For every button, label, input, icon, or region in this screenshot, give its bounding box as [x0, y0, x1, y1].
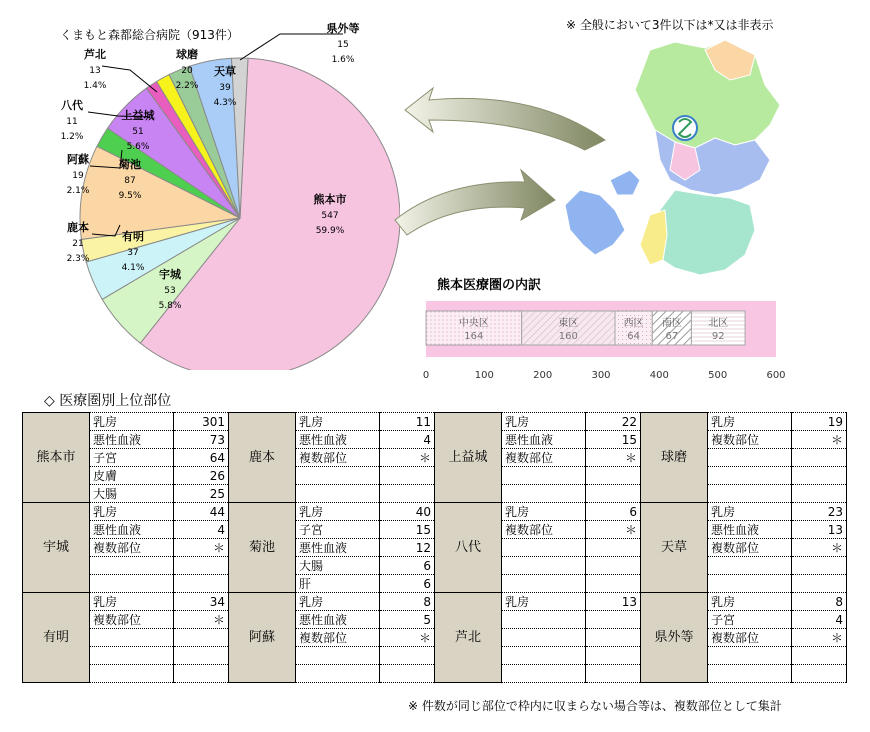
site-count: 13: [792, 521, 847, 539]
site-count: 13: [586, 593, 641, 611]
site-name: 乳房: [708, 413, 792, 431]
slice-name: 宇城: [159, 268, 181, 281]
site-name: 乳房: [296, 503, 380, 521]
site-count: ＊: [792, 539, 847, 557]
site-count: ＊: [586, 449, 641, 467]
site-count: [586, 665, 641, 683]
slice-value: 20: [181, 66, 193, 76]
site-count: [174, 629, 229, 647]
site-name: 乳房: [296, 413, 380, 431]
segment-value: 67: [665, 331, 679, 342]
site-count: [586, 485, 641, 503]
site-name: [90, 665, 174, 683]
site-count: 6: [586, 503, 641, 521]
table-row: [23, 593, 847, 611]
slice-value: 37: [127, 248, 139, 258]
slice-value: 53: [164, 286, 176, 296]
region-name: 八代: [435, 503, 502, 593]
region-name: 天草: [641, 503, 708, 593]
site-count: [792, 575, 847, 593]
x-tick-label: 600: [766, 370, 786, 381]
site-name: 乳房: [708, 503, 792, 521]
site-count: 15: [380, 521, 435, 539]
site-name: 複数部位: [296, 629, 380, 647]
slice-name: 県外等: [326, 22, 360, 35]
site-count: ＊: [792, 629, 847, 647]
site-name: [708, 557, 792, 575]
segment-label: 中央区: [458, 318, 489, 329]
section-title: ◇ 医療圏別上位部位: [44, 393, 172, 409]
site-name: [90, 575, 174, 593]
site-name: [502, 665, 586, 683]
site-name: 乳房: [90, 593, 174, 611]
site-name: 乳房: [502, 593, 586, 611]
site-count: ＊: [380, 629, 435, 647]
site-count: [586, 647, 641, 665]
segment-label: 北区: [708, 318, 729, 329]
site-name: 乳房: [296, 593, 380, 611]
region-name: 阿蘇: [229, 593, 296, 683]
site-name: [708, 449, 792, 467]
site-count: [586, 557, 641, 575]
slice-value: 51: [132, 127, 144, 137]
site-count: [792, 557, 847, 575]
site-name: 複数部位: [90, 539, 174, 557]
site-count: 34: [174, 593, 229, 611]
site-name: 悪性血液: [90, 521, 174, 539]
site-count: [792, 485, 847, 503]
site-count: [586, 467, 641, 485]
site-name: 複数部位: [708, 629, 792, 647]
site-name: [90, 557, 174, 575]
slice-percent: 1.4%: [83, 81, 107, 91]
pie-label-8: [84, 47, 107, 91]
site-name: [502, 467, 586, 485]
site-count: 15: [586, 431, 641, 449]
slice-percent: 1.6%: [331, 55, 355, 65]
site-name: 複数部位: [90, 611, 174, 629]
site-count: 5: [380, 611, 435, 629]
slice-value: 19: [72, 171, 84, 181]
site-count: 8: [380, 593, 435, 611]
slice-percent: 9.5%: [118, 191, 142, 201]
site-count: 73: [174, 431, 229, 449]
x-tick-label: 500: [708, 370, 728, 381]
site-name: [708, 575, 792, 593]
site-name: 子宮: [708, 611, 792, 629]
district-bar-chart: [410, 295, 830, 385]
slice-name: 八代: [61, 99, 83, 112]
site-name: [708, 485, 792, 503]
segment-value: 160: [558, 331, 578, 342]
site-count: [792, 665, 847, 683]
x-tick-label: 100: [474, 370, 494, 381]
site-name: 肝: [296, 575, 380, 593]
site-name: 乳房: [90, 413, 174, 431]
site-name: 乳房: [502, 503, 586, 521]
site-count: 44: [174, 503, 229, 521]
site-count: ＊: [792, 431, 847, 449]
region-top-sites-table: [22, 412, 847, 683]
site-name: [708, 467, 792, 485]
site-count: 19: [792, 413, 847, 431]
region-name: 上益城: [435, 413, 502, 503]
site-name: [502, 485, 586, 503]
segment-label: 東区: [558, 318, 579, 329]
slice-percent: 4.1%: [121, 263, 145, 273]
slice-name: 球磨: [176, 48, 198, 61]
site-name: [296, 467, 380, 485]
site-count: [174, 647, 229, 665]
site-count: [380, 647, 435, 665]
site-count: 4: [174, 521, 229, 539]
site-name: 乳房: [502, 413, 586, 431]
site-count: [174, 665, 229, 683]
site-count: 6: [380, 557, 435, 575]
top-note: ※ 全般において3件以下は*又は非表示: [566, 18, 774, 32]
site-name: 悪性血液: [502, 431, 586, 449]
site-count: ＊: [174, 539, 229, 557]
site-name: 子宮: [296, 521, 380, 539]
slice-percent: 2.2%: [175, 81, 199, 91]
slice-value: 11: [66, 117, 78, 127]
site-count: [586, 539, 641, 557]
site-count: [174, 575, 229, 593]
site-name: [708, 647, 792, 665]
segment-value: 64: [627, 331, 641, 342]
segment-label: 南区: [661, 318, 682, 329]
site-name: 悪性血液: [708, 521, 792, 539]
site-count: 22: [586, 413, 641, 431]
site-count: [380, 665, 435, 683]
region-name: 宇城: [23, 503, 90, 593]
x-tick-label: 300: [591, 370, 611, 381]
site-name: [708, 665, 792, 683]
site-name: 複数部位: [502, 449, 586, 467]
segment-value: 164: [464, 331, 484, 342]
slice-percent: 2.3%: [66, 254, 90, 264]
slice-value: 547: [321, 211, 339, 221]
site-count: ＊: [586, 521, 641, 539]
site-count: 23: [792, 503, 847, 521]
site-name: 悪性血液: [296, 539, 380, 557]
slice-name: 鹿本: [67, 221, 89, 234]
site-count: 64: [174, 449, 229, 467]
x-tick-label: 0: [422, 370, 430, 381]
table-row: [23, 413, 847, 431]
site-count: 8: [792, 593, 847, 611]
region-name: 熊本市: [23, 413, 90, 503]
site-name: 大腸: [90, 485, 174, 503]
site-count: 4: [792, 611, 847, 629]
region-name: 芦北: [435, 593, 502, 683]
x-tick-label: 200: [533, 370, 553, 381]
arrow-to-map-icon: [405, 88, 605, 150]
slice-value: 39: [219, 83, 231, 93]
site-name: 複数部位: [502, 521, 586, 539]
slice-value: 21: [72, 239, 84, 249]
site-name: [296, 665, 380, 683]
arrow-shapes: [385, 70, 615, 260]
site-name: [296, 647, 380, 665]
slice-percent: 4.3%: [213, 98, 237, 108]
site-count: 4: [380, 431, 435, 449]
pie-chart: [0, 20, 400, 370]
site-count: ＊: [380, 449, 435, 467]
segment-label: 西区: [623, 318, 644, 329]
region-name: 鹿本: [229, 413, 296, 503]
segment-value: 92: [711, 331, 725, 342]
site-name: 悪性血液: [90, 431, 174, 449]
region-name: 有明: [23, 593, 90, 683]
site-count: 25: [174, 485, 229, 503]
site-count: 26: [174, 467, 229, 485]
site-count: 12: [380, 539, 435, 557]
site-count: [792, 647, 847, 665]
site-count: [792, 467, 847, 485]
site-name: [90, 629, 174, 647]
site-count: [586, 575, 641, 593]
site-name: 乳房: [708, 593, 792, 611]
site-name: 複数部位: [708, 431, 792, 449]
slice-percent: 2.1%: [66, 186, 90, 196]
slice-name: 熊本市: [313, 193, 347, 206]
site-name: 複数部位: [296, 449, 380, 467]
slice-value: 13: [89, 66, 101, 76]
site-count: [792, 449, 847, 467]
slice-percent: 59.9%: [315, 226, 345, 236]
slice-percent: 1.2%: [60, 132, 84, 142]
slice-name: 有明: [122, 230, 144, 243]
site-name: [502, 575, 586, 593]
slice-percent: 5.8%: [158, 301, 182, 311]
site-name: [502, 647, 586, 665]
site-name: [502, 629, 586, 647]
site-name: 大腸: [296, 557, 380, 575]
site-name: [90, 647, 174, 665]
leader-line: [240, 34, 343, 60]
bar-title: 熊本医療圏の内訳: [437, 278, 542, 293]
site-count: 40: [380, 503, 435, 521]
site-name: 子宮: [90, 449, 174, 467]
site-count: 6: [380, 575, 435, 593]
slice-name: 阿蘇: [67, 153, 89, 166]
site-count: [586, 629, 641, 647]
site-count: [174, 557, 229, 575]
site-count: [380, 467, 435, 485]
site-name: 乳房: [90, 503, 174, 521]
site-count: ＊: [174, 611, 229, 629]
slice-value: 15: [337, 40, 349, 50]
slice-name: 上益城: [121, 109, 155, 122]
region-name: 菊池: [229, 503, 296, 593]
region-name: 球磨: [641, 413, 708, 503]
x-tick-label: 400: [649, 370, 669, 381]
site-count: [586, 611, 641, 629]
site-name: 悪性血液: [296, 611, 380, 629]
slice-name: 天草: [214, 65, 236, 78]
slice-percent: 5.6%: [126, 142, 150, 152]
site-name: 複数部位: [708, 539, 792, 557]
site-name: 悪性血液: [296, 431, 380, 449]
table-row: [23, 503, 847, 521]
site-name: 皮膚: [90, 467, 174, 485]
pie-label-7: [61, 98, 84, 142]
bottom-note: ※ 件数が同じ部位で枠内に収まらない場合等は、複数部位として集計: [408, 699, 782, 713]
pie-label-11: [327, 21, 360, 65]
arrow-to-bar-icon: [395, 170, 555, 235]
site-name: [502, 611, 586, 629]
site-count: 11: [380, 413, 435, 431]
site-name: [502, 557, 586, 575]
region-name: 県外等: [641, 593, 708, 683]
slice-value: 87: [124, 176, 136, 186]
site-count: 301: [174, 413, 229, 431]
slice-name: 芦北: [84, 48, 106, 61]
site-name: [502, 539, 586, 557]
site-name: [296, 485, 380, 503]
pie-title: くまもと森都総合病院（913件）: [60, 28, 239, 42]
site-count: [380, 485, 435, 503]
slice-name: 菊池: [119, 158, 141, 171]
